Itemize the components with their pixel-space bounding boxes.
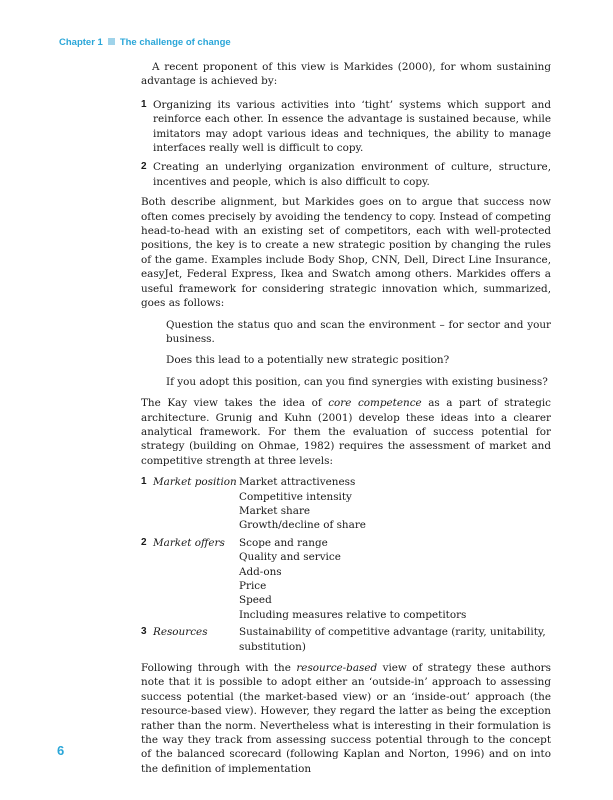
level-item: Market share: [239, 504, 311, 517]
level-items: [239, 475, 551, 533]
level-item: Add-ons: [239, 565, 282, 578]
question-item: Question the status quo and scan the environment – for sector and your business.: [166, 318, 551, 345]
list-number: 1: [141, 98, 147, 110]
list-item: [141, 98, 551, 156]
level-name: Market position: [153, 476, 237, 489]
list-number: 2: [141, 161, 147, 173]
level-name: Market offers: [153, 536, 225, 549]
final-text-after: view of strategy these authors note that it is possible to adopt either an ‘outside-in’ approach to assessing success potential (the market-based view) or an ‘inside-out’ approach (the resource-based view). However, they regard the latter as being the exception rather than the norm. Nevertheless what is interesting in their formulation is the way they track from assessing success potential through to the concept of the balanced scorecard (following Kaplan and Norton, 1996) and on into the definition of implementation: [141, 662, 551, 775]
kay-paragraph: [141, 396, 551, 468]
kay-emphasis: core competence: [328, 397, 422, 410]
level-row: [141, 625, 551, 654]
level-item: Sustainability of competitive advantage (rarity, unitability, substitution): [239, 626, 546, 653]
level-item: Including measures relative to competitors: [239, 608, 467, 621]
level-item: Scope and range: [239, 536, 328, 549]
level-items: [239, 625, 551, 654]
level-name: Resources: [153, 626, 208, 639]
chapter-label: Chapter 1: [59, 37, 103, 48]
level-item: Speed: [239, 594, 272, 607]
level-items: [239, 536, 551, 622]
level-item: Price: [239, 580, 267, 592]
alignment-paragraph: Both describe alignment, but Markides goes on to argue that success now often comes precisely by avoiding the tendency to copy. Instead of competing head-to-head with an existing set of competitors, each with well-protected positions, the key is to create a new strategic position by changing the rules of the game. Examples include Body Shop, CNN, Dell, Direct Line Insurance, easyJet, Federal Express, Ikea and Swatch among others. Markides offers a useful framework for considering strategic innovation which, summarized, goes as follows:: [141, 196, 551, 310]
final-text-before: Following through with the: [141, 662, 297, 675]
kay-text-before: The Kay view takes the idea of: [141, 397, 329, 410]
list-item-text: Creating an underlying organization environment of culture, structure, incentives and people, which is also difficult to copy.: [153, 161, 551, 188]
square-separator-icon: [108, 38, 115, 45]
question-item: If you adopt this position, can you find synergies with existing business?: [166, 375, 548, 388]
level-item: Growth/decline of share: [239, 519, 366, 532]
list-item-text: Organizing its various activities into ‘tight’ systems which support and reinforce each other. In essence the advantage is sustained because, while imitators may adopt various ideas and techniques, the ability to manage interfaces really well is difficult to copy.: [153, 98, 551, 155]
level-number: 3: [141, 626, 147, 638]
level-item: Competitive intensity: [239, 490, 352, 503]
level-number: 2: [141, 536, 147, 548]
levels-list: [141, 475, 551, 654]
question-item: Does this lead to a potentially new strategic position?: [166, 354, 450, 367]
final-emphasis: resource-based: [296, 662, 378, 675]
level-item: Quality and service: [239, 551, 341, 564]
page-number: 6: [57, 743, 65, 758]
level-row: [141, 475, 551, 533]
level-item: Market attractiveness: [239, 476, 356, 489]
level-number: 1: [141, 476, 147, 488]
level-row: [141, 536, 551, 622]
list-item: [141, 160, 551, 189]
numbered-list: [141, 98, 551, 189]
intro-paragraph: A recent proponent of this view is Markides (2000), for whom sustaining advantage is achieved by:: [141, 61, 551, 88]
page-body: [141, 60, 551, 783]
running-head: [59, 37, 231, 48]
kay-text-after: as a part of strategic architecture. Grunig and Kuhn (2001) develop these ideas into a clearer analytical framework. For them the evaluation of success potential for strategy (building on Ohmae, 1982) requires the assessment of market and competitive strength at three levels:: [141, 397, 551, 467]
chapter-title: The challenge of change: [119, 37, 231, 48]
final-paragraph: [141, 661, 551, 776]
